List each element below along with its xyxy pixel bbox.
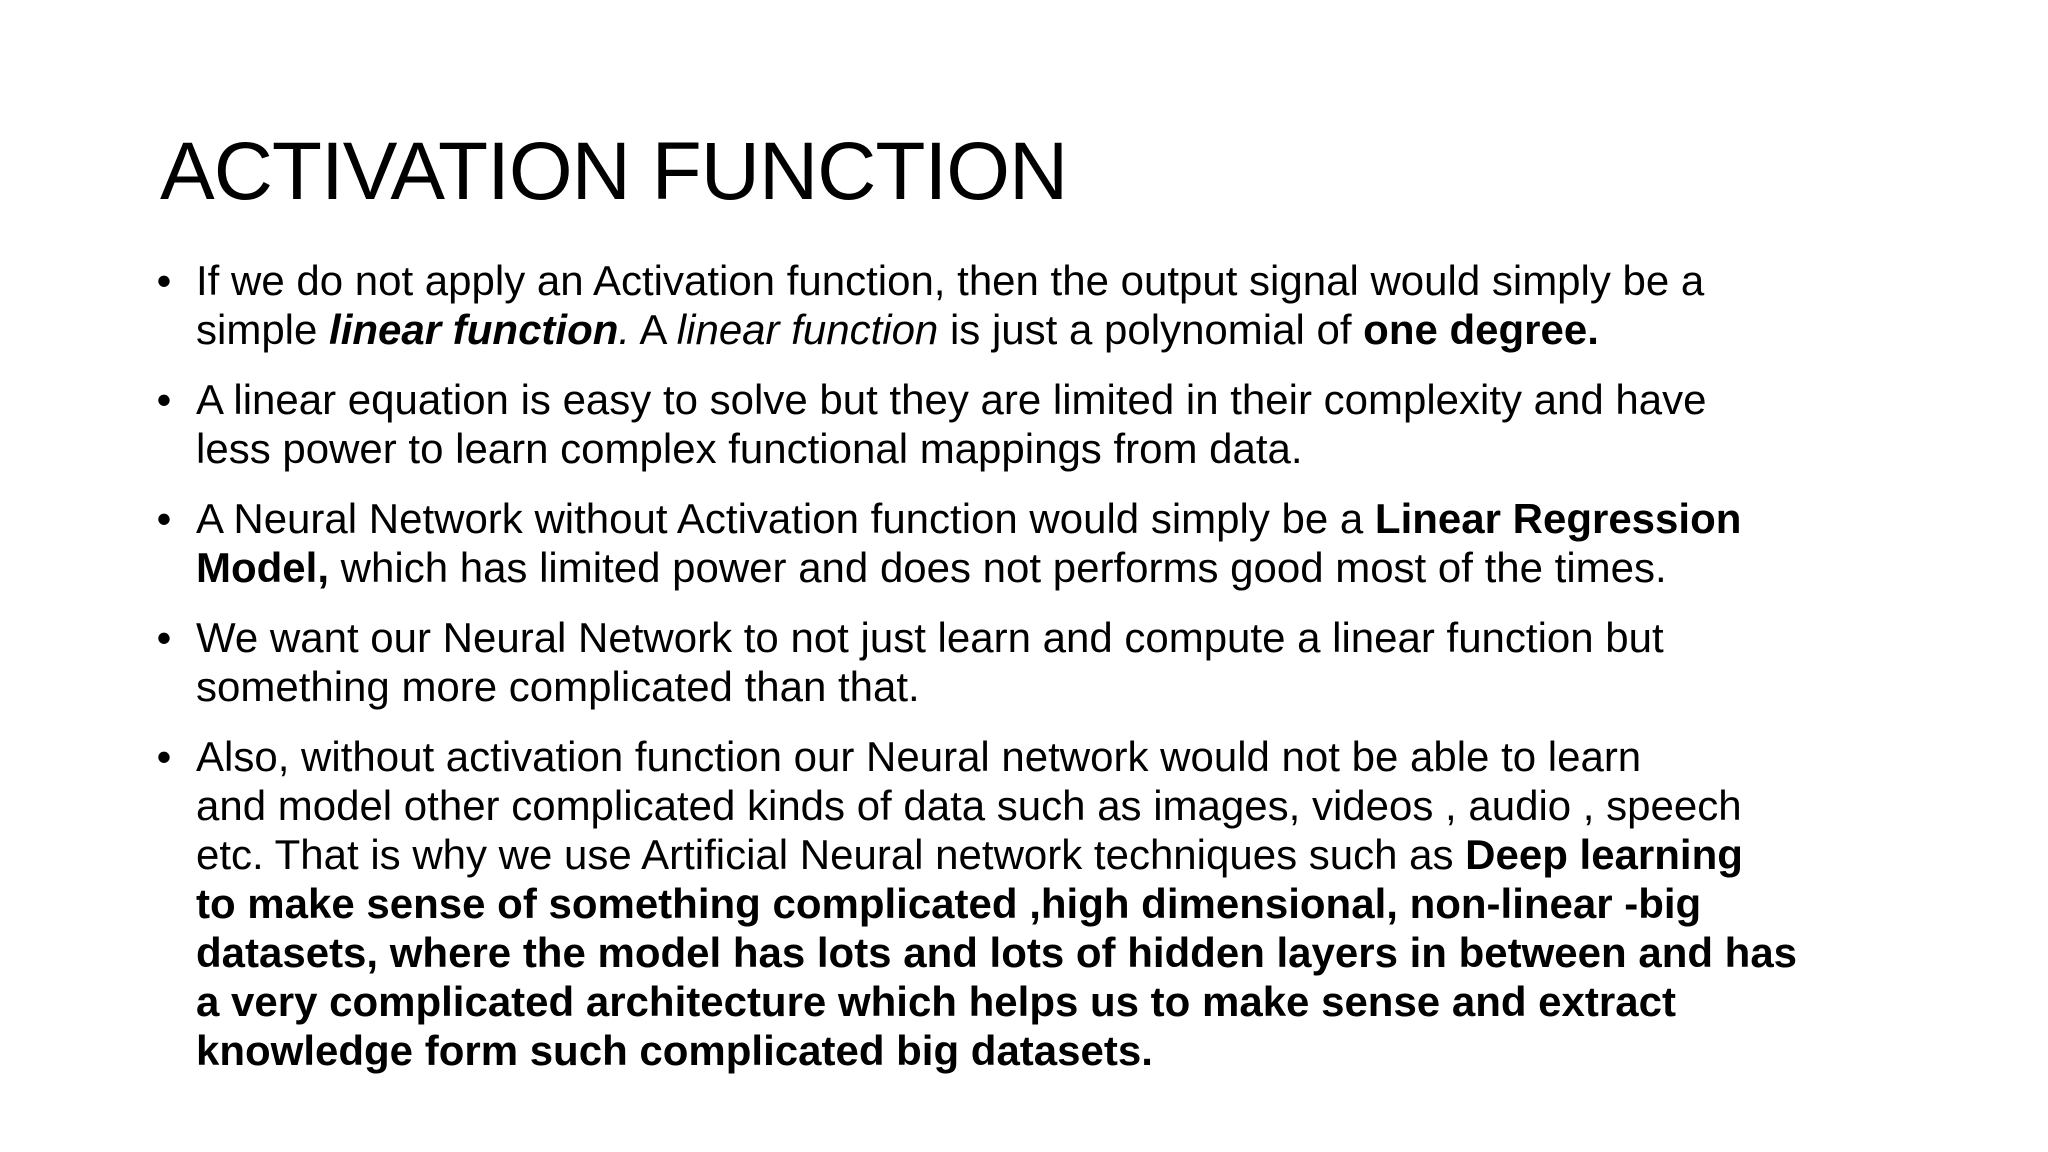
bullet-line: [196, 375, 1950, 424]
bullet-line: [196, 662, 1950, 711]
bullet-dot-icon: •: [156, 257, 172, 304]
slide-title: ACTIVATION FUNCTION: [160, 126, 1068, 217]
bullet-dot-icon: •: [156, 614, 172, 661]
bullet-dot-icon: •: [156, 495, 172, 542]
bullet-item: [150, 494, 1950, 592]
text-run: If we do not apply an Activation function, then the output signal would simply be a: [196, 257, 1705, 304]
text-run: to make sense of something complicated ,high dimensional, non-linear -big: [196, 880, 1702, 927]
bullet-item: [150, 256, 1950, 354]
text-run: less power to learn complex functional mappings from data.: [196, 425, 1303, 472]
bullet-dot-icon: •: [156, 376, 172, 423]
text-run: one degree.: [1363, 306, 1599, 353]
text-run: a very complicated architecture which helps us to make sense and extract: [196, 978, 1676, 1025]
text-run: linear function: [676, 306, 939, 353]
bullet-line: [196, 494, 1950, 543]
text-run: something more complicated than that.: [196, 663, 920, 710]
bullet-line: [196, 424, 1950, 473]
text-run: etc. That is why we use Artificial Neural network techniques such as: [196, 831, 1466, 878]
bullet-line: [196, 879, 1950, 928]
text-run: A: [630, 306, 677, 353]
bullet-line: [196, 543, 1950, 592]
text-run: Deep learning: [1465, 831, 1743, 878]
bullet-line: [196, 781, 1950, 830]
text-run: simple: [196, 306, 330, 353]
bullet-line: [196, 830, 1950, 879]
bullet-line: [196, 977, 1950, 1026]
text-run: Model,: [196, 544, 329, 591]
text-run: A Neural Network without Activation function would simply be a: [196, 495, 1375, 542]
bullet-line: [196, 732, 1950, 781]
text-run: A linear equation is easy to solve but they are limited in their complexity and have: [196, 376, 1707, 423]
bullet-line: [196, 613, 1950, 662]
bullet-dot-icon: •: [156, 733, 172, 780]
text-run: datasets, where the model has lots and lots of hidden layers in between and has: [196, 929, 1798, 976]
text-run: Also, without activation function our Neural network would not be able to learn: [196, 733, 1642, 780]
bullet-line: [196, 256, 1950, 305]
bullet-list: [150, 256, 1950, 1096]
bullet-line: [196, 305, 1950, 354]
text-run: Linear Regression: [1374, 495, 1742, 542]
text-run: We want our Neural Network to not just learn and compute a linear function but: [196, 614, 1664, 661]
text-run: linear function: [329, 306, 619, 353]
text-run: and model other complicated kinds of data such as images, videos , audio , speech: [196, 782, 1742, 829]
text-run: knowledge form such complicated big datasets.: [196, 1027, 1153, 1074]
text-run: is just a polynomial of: [938, 306, 1364, 353]
text-run: .: [618, 306, 631, 353]
bullet-line: [196, 928, 1950, 977]
text-run: which has limited power and does not performs good most of the times.: [329, 544, 1667, 591]
bullet-item: [150, 732, 1950, 1075]
bullet-item: [150, 613, 1950, 711]
bullet-line: [196, 1026, 1950, 1075]
bullet-item: [150, 375, 1950, 473]
